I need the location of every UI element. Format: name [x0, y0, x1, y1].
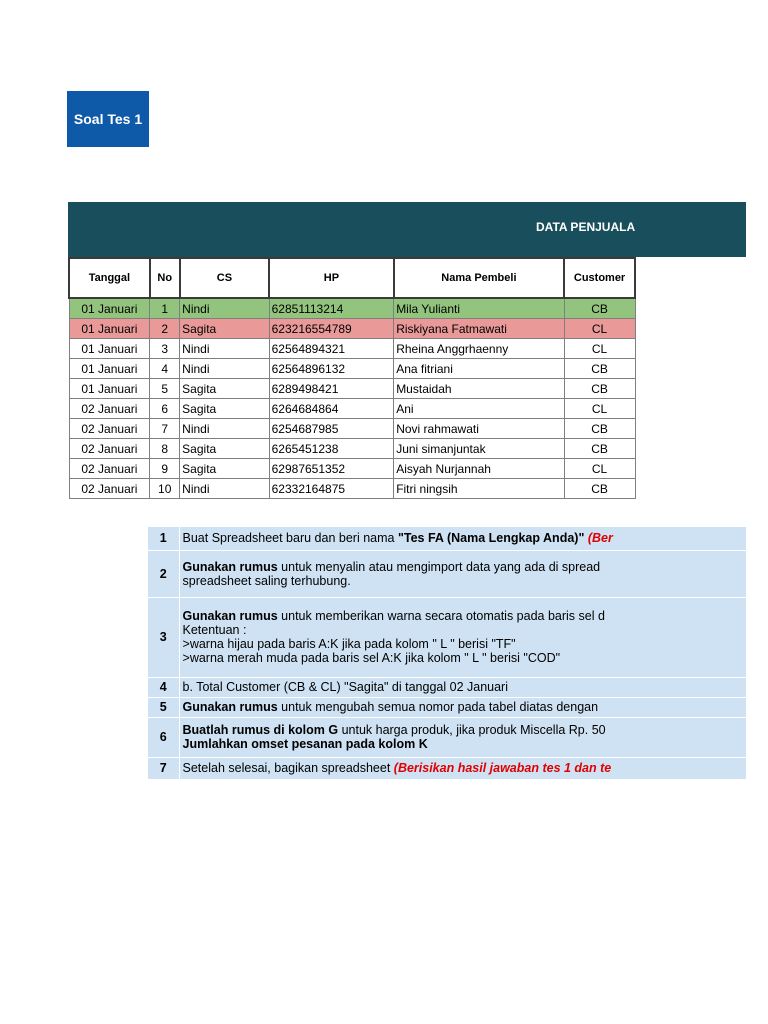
cell-no[interactable]: 10: [150, 479, 180, 499]
cell-tanggal[interactable]: 01 Januari: [69, 339, 150, 359]
task-line: [183, 609, 743, 623]
task-text[interactable]: [179, 597, 746, 677]
cell-hp[interactable]: 6265451238: [269, 439, 394, 459]
table-row[interactable]: [69, 419, 635, 439]
task-text-segment: >warna merah muda pada baris sel A:K jika kolom " L " berisi "COD": [182, 651, 561, 665]
task-text-segment: Ketentuan :: [182, 623, 247, 637]
cell-tanggal[interactable]: 02 Januari: [69, 459, 150, 479]
task-text-segment: untuk memberikan warna secara otomatis pada baris sel d: [277, 609, 605, 623]
task-text[interactable]: [179, 550, 746, 597]
cell-nama[interactable]: Novi rahmawati: [394, 419, 564, 439]
table-row[interactable]: [69, 399, 635, 419]
cell-no[interactable]: 2: [150, 319, 180, 339]
cell-customer[interactable]: CB: [564, 298, 635, 319]
cell-no[interactable]: 3: [150, 339, 180, 359]
cell-tanggal[interactable]: 02 Januari: [69, 439, 150, 459]
cell-no[interactable]: 7: [150, 419, 180, 439]
cell-customer[interactable]: CB: [564, 419, 635, 439]
col-header[interactable]: CS: [180, 258, 269, 298]
task-line: [183, 700, 743, 714]
task-number: 2: [148, 550, 179, 597]
cell-nama[interactable]: Mustaidah: [394, 379, 564, 399]
cell-tanggal[interactable]: 02 Januari: [69, 419, 150, 439]
task-text-segment: Gunakan rumus: [182, 700, 278, 714]
cell-no[interactable]: 1: [150, 298, 180, 319]
task-list-container: [148, 527, 746, 780]
task-number: 4: [148, 677, 179, 697]
cell-cs[interactable]: Sagita: [180, 459, 269, 479]
table-row[interactable]: [69, 439, 635, 459]
col-header[interactable]: No: [150, 258, 180, 298]
cell-customer[interactable]: CB: [564, 439, 635, 459]
cell-nama[interactable]: Juni simanjuntak: [394, 439, 564, 459]
task-text-segment: untuk harga produk, jika produk Miscella Rp. 50: [338, 723, 606, 737]
cell-cs[interactable]: Nindi: [180, 298, 269, 319]
task-line: [183, 723, 743, 737]
cell-hp[interactable]: 62564894321: [269, 339, 394, 359]
task-text-segment: (Ber: [587, 531, 613, 546]
task-number: 7: [148, 757, 179, 779]
task-number: 5: [148, 697, 179, 717]
cell-tanggal[interactable]: 02 Januari: [69, 479, 150, 499]
cell-cs[interactable]: Sagita: [180, 439, 269, 459]
cell-no[interactable]: 9: [150, 459, 180, 479]
col-header[interactable]: Tanggal: [69, 258, 150, 298]
task-text-segment: (Berisikan hasil jawaban tes 1 dan te: [393, 761, 612, 775]
cell-nama[interactable]: Rheina Anggrhaenny: [394, 339, 564, 359]
task-line: [183, 560, 743, 574]
table-row[interactable]: [69, 379, 635, 399]
cell-nama[interactable]: Riskiyana Fatmawati: [394, 319, 564, 339]
cell-hp[interactable]: 62987651352: [269, 459, 394, 479]
cell-tanggal[interactable]: 01 Januari: [69, 359, 150, 379]
cell-hp[interactable]: 62332164875: [269, 479, 394, 499]
task-row: [148, 697, 746, 717]
sheet-title: Soal Tes 1: [73, 111, 143, 127]
task-line: [183, 623, 743, 637]
task-text-segment: untuk mengubah semua nomor pada tabel diatas dengan: [277, 700, 599, 714]
cell-nama[interactable]: Fitri ningsih: [394, 479, 564, 499]
task-row: [148, 550, 746, 597]
cell-customer[interactable]: CL: [564, 459, 635, 479]
cell-cs[interactable]: Nindi: [180, 479, 269, 499]
cell-no[interactable]: 8: [150, 439, 180, 459]
task-line: [183, 531, 743, 545]
task-line: [183, 737, 743, 751]
cell-hp[interactable]: 6254687985: [269, 419, 394, 439]
task-text[interactable]: [179, 527, 746, 550]
task-row: [148, 597, 746, 677]
cell-cs[interactable]: Nindi: [180, 359, 269, 379]
table-row[interactable]: [69, 298, 635, 319]
cell-nama[interactable]: Aisyah Nurjannah: [394, 459, 564, 479]
task-row: [148, 527, 746, 550]
task-text-segment: Buat Spreadsheet baru dan beri nama: [182, 531, 398, 546]
task-row: [148, 757, 746, 779]
task-line: [183, 574, 743, 588]
cell-cs[interactable]: Nindi: [180, 339, 269, 359]
sheet-title-box: [67, 91, 149, 147]
task-text-segment: Gunakan rumus: [182, 559, 278, 574]
cell-tanggal[interactable]: 01 Januari: [69, 379, 150, 399]
cell-customer[interactable]: CB: [564, 359, 635, 379]
cell-nama[interactable]: Ana fitriani: [394, 359, 564, 379]
cell-nama[interactable]: Mila Yulianti: [394, 298, 564, 319]
task-number: 6: [148, 717, 179, 757]
task-line: [183, 637, 743, 651]
table-row[interactable]: [69, 339, 635, 359]
task-text-segment: "Tes FA (Nama Lengkap Anda)": [397, 531, 585, 546]
cell-tanggal[interactable]: 01 Januari: [69, 319, 150, 339]
cell-customer[interactable]: CL: [564, 319, 635, 339]
task-number: 1: [148, 527, 179, 550]
cell-customer[interactable]: CL: [564, 399, 635, 419]
task-number: 3: [148, 597, 179, 677]
task-text-segment: Setelah selesai, bagikan spreadsheet: [182, 761, 394, 775]
task-text[interactable]: [179, 697, 746, 717]
cell-cs[interactable]: Sagita: [180, 319, 269, 339]
task-line: [183, 651, 743, 665]
task-list: [148, 527, 746, 780]
cell-cs[interactable]: Sagita: [180, 379, 269, 399]
cell-hp[interactable]: 6289498421: [269, 379, 394, 399]
cell-customer[interactable]: CL: [564, 339, 635, 359]
task-text-segment: b. Total Customer (CB & CL) "Sagita" di tanggal 02 Januari: [182, 680, 508, 694]
task-line: [183, 680, 743, 694]
task-text-segment: Jumlahkan omset pesanan pada kolom K: [182, 737, 428, 751]
col-header[interactable]: Nama Pembeli: [394, 258, 564, 298]
cell-hp[interactable]: 62851113214: [269, 298, 394, 319]
cell-no[interactable]: 4: [150, 359, 180, 379]
task-row: [148, 717, 746, 757]
cell-cs[interactable]: Sagita: [180, 399, 269, 419]
cell-tanggal[interactable]: 01 Januari: [69, 298, 150, 319]
sales-data-table: [68, 257, 636, 499]
task-text-segment: spreadsheet saling terhubung.: [182, 573, 351, 588]
col-header[interactable]: HP: [269, 258, 394, 298]
task-text[interactable]: [179, 677, 746, 697]
task-text[interactable]: [179, 717, 746, 757]
cell-customer[interactable]: CB: [564, 379, 635, 399]
col-header[interactable]: Customer: [564, 258, 635, 298]
cell-customer[interactable]: CB: [564, 479, 635, 499]
cell-hp[interactable]: 623216554789: [269, 319, 394, 339]
table-row[interactable]: [69, 359, 635, 379]
data-header-band: [68, 202, 746, 257]
table-header-row: [69, 258, 635, 298]
cell-hp[interactable]: 6264684864: [269, 399, 394, 419]
task-row: [148, 677, 746, 697]
cell-no[interactable]: 6: [150, 399, 180, 419]
cell-hp[interactable]: 62564896132: [269, 359, 394, 379]
task-text-segment: Gunakan rumus: [182, 609, 278, 623]
cell-no[interactable]: 5: [150, 379, 180, 399]
table-row[interactable]: [69, 479, 635, 499]
data-table-container: [68, 257, 636, 499]
task-text-segment: untuk menyalin atau mengimport data yang ada di spread: [277, 559, 601, 574]
table-row[interactable]: [69, 459, 635, 479]
data-header-title: DATA PENJUALA: [536, 220, 636, 234]
cell-cs[interactable]: Nindi: [180, 419, 269, 439]
table-row[interactable]: [69, 319, 635, 339]
cell-nama[interactable]: Ani: [394, 399, 564, 419]
task-text-segment: Buatlah rumus di kolom G: [182, 723, 339, 737]
task-text[interactable]: [179, 757, 746, 779]
cell-tanggal[interactable]: 02 Januari: [69, 399, 150, 419]
task-text-segment: >warna hijau pada baris A:K jika pada kolom " L " berisi "TF": [182, 637, 516, 651]
task-line: [183, 761, 743, 775]
